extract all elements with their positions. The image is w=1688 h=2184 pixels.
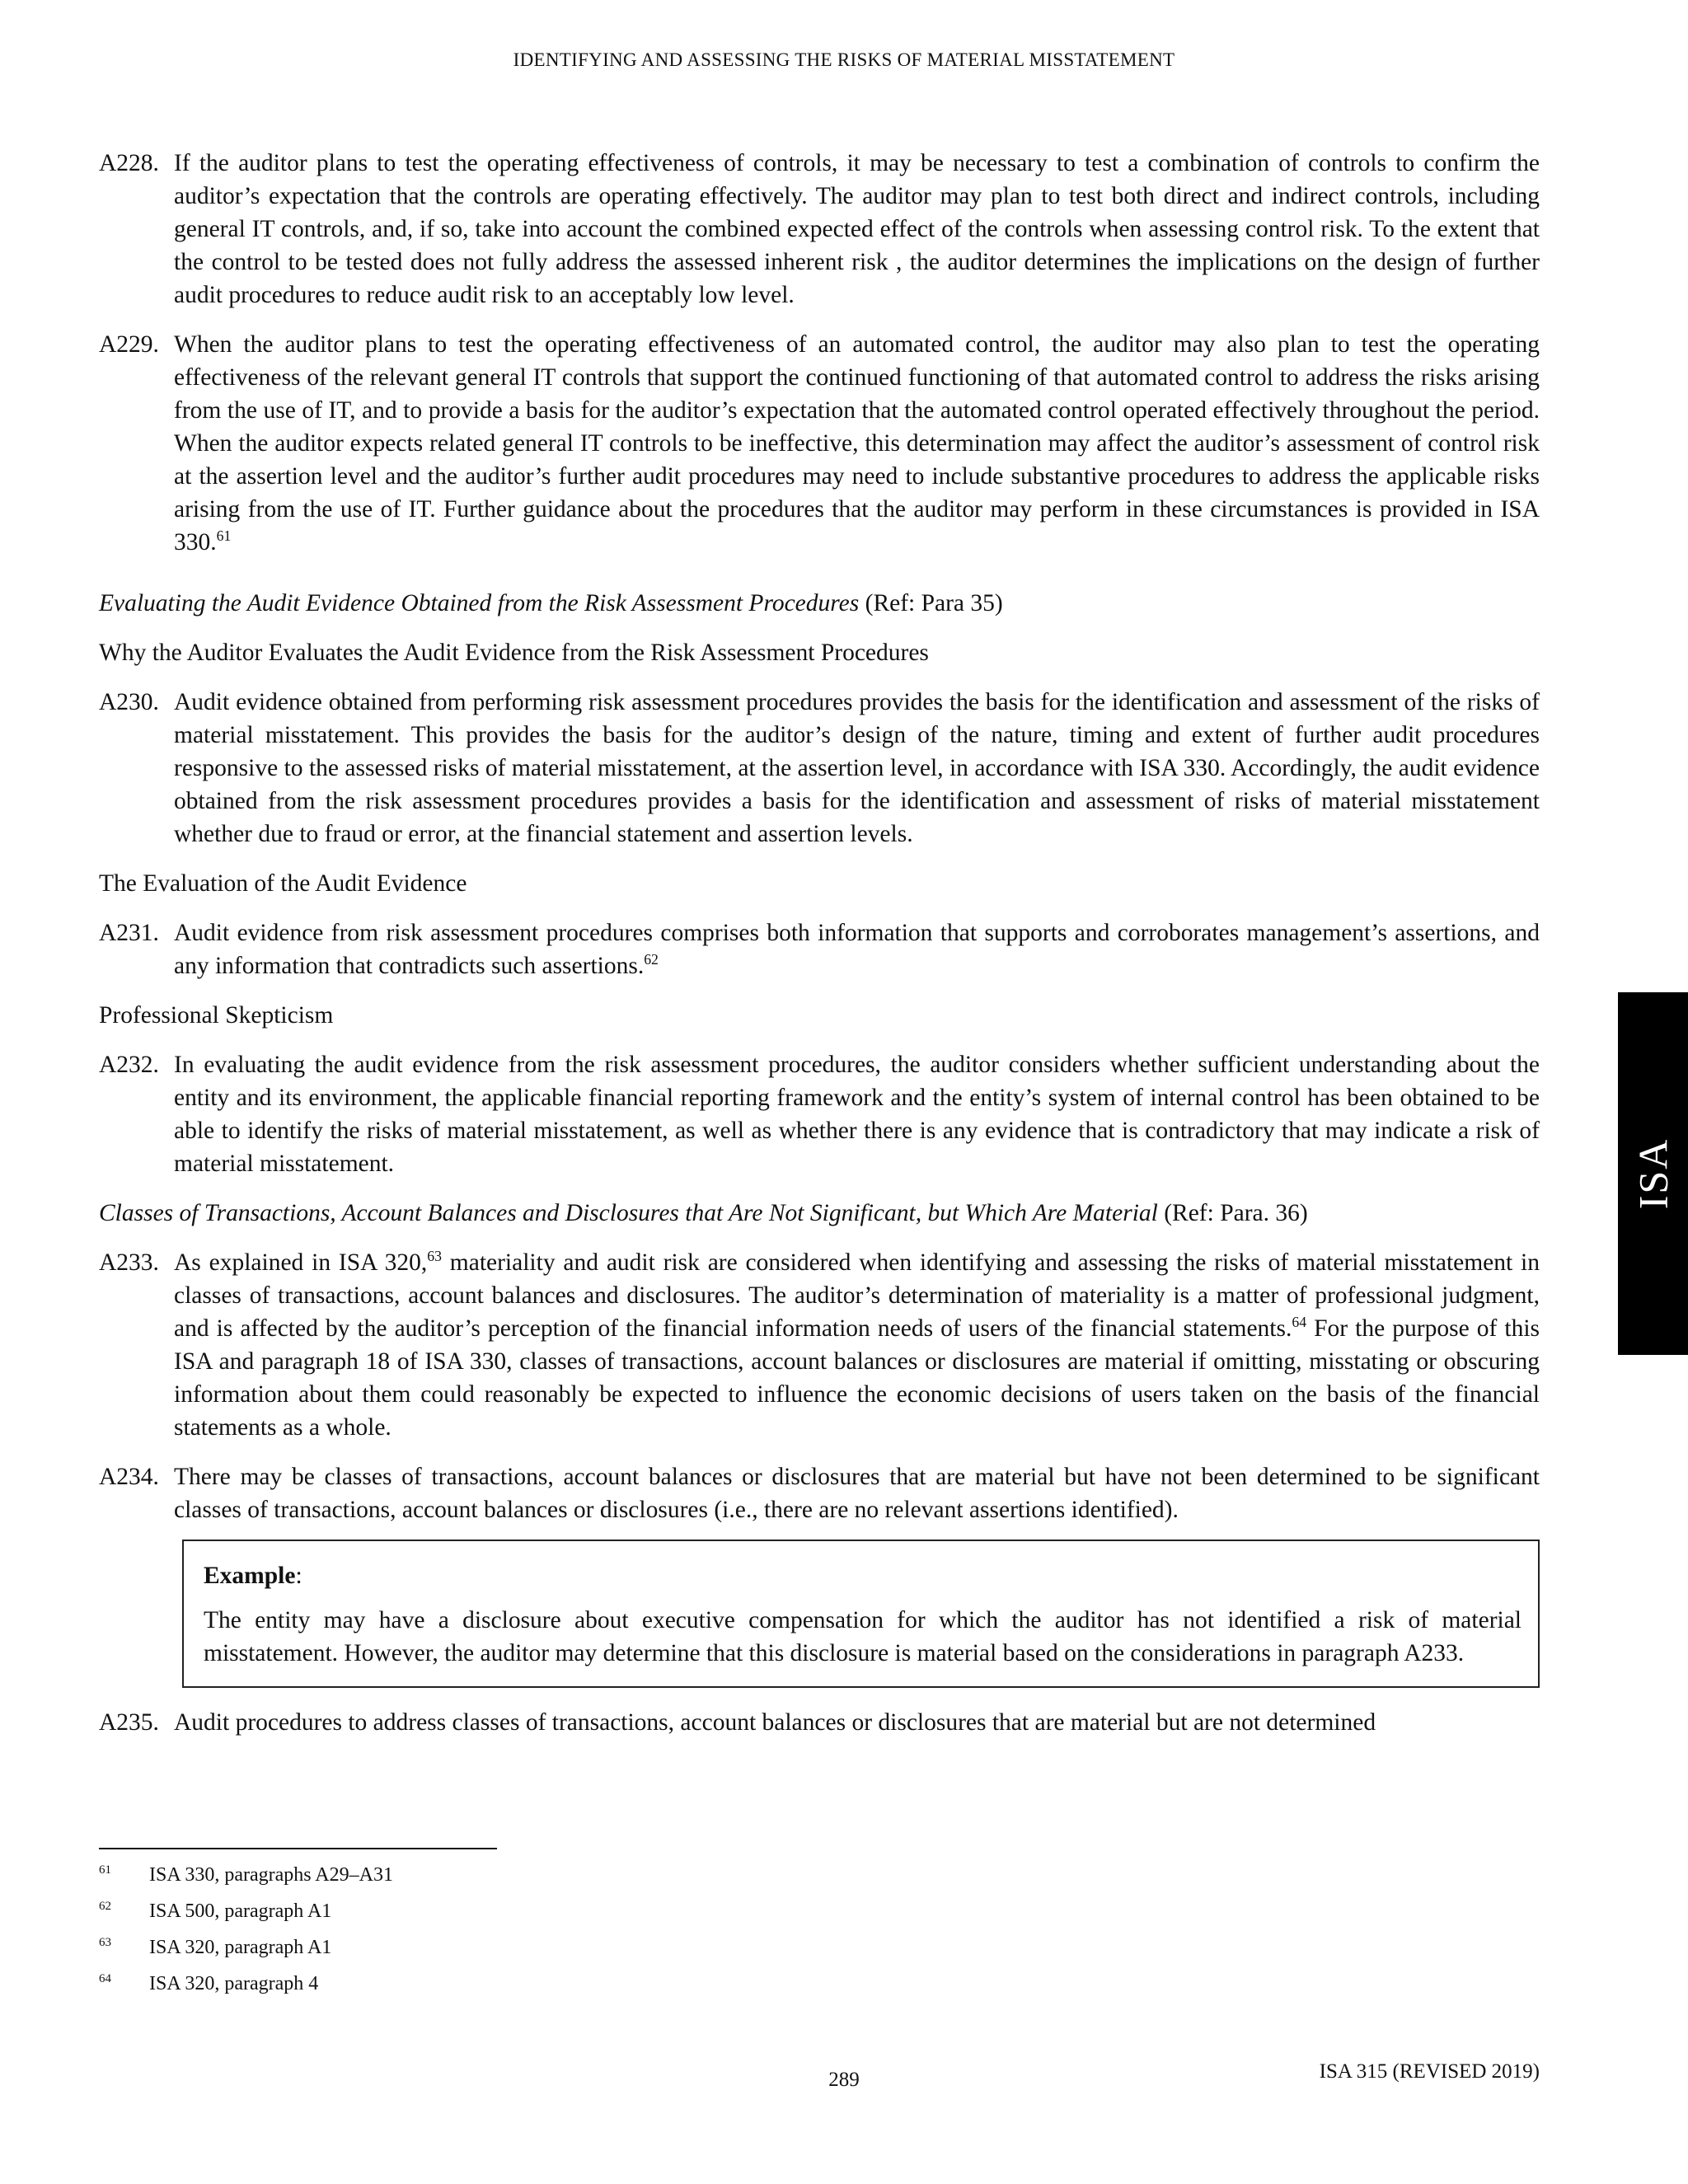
footnotes: [99, 1861, 393, 2006]
side-tab-isa: [1618, 992, 1688, 1355]
footnote-text: ISA 320, paragraph A1: [149, 1937, 332, 1958]
section-heading-evaluating: Evaluating the Audit Evidence Obtained from the Risk Assessment Procedures (Ref: Para 35): [99, 590, 1003, 616]
paragraph-text: Audit evidence from risk assessment procedures comprises both information that supports and corroborates management’s assertions, and any information that contradicts such assertions.$^{62}$: [174, 920, 1540, 979]
paragraph-text: Audit procedures to address classes of transactions, account balances or disclosures that are material but are not determined: [174, 1709, 1376, 1736]
section-heading-classes: Classes of Transactions, Account Balances and Disclosures that Are Not Significant, but Which Are Material (Ref: Para. 36): [99, 1200, 1308, 1226]
paragraph-a234: [99, 1460, 1540, 1526]
footnote-64: [99, 1970, 393, 2006]
paragraph-text: As explained in ISA 320,63 materiality and audit risk are considered when identifying and assessing the risks of material misstatement in classes of transactions, account balances and disclosures. The auditor’s determination of materiality is a matter of professional judgment, and is affected by the auditor’s perception of the financial information needs of users of the financial statements.$^{64}$ For the purpose of this ISA and paragraph 18 of ISA 330, classes of transactions, account balances or disclosures are material if omitting, misstating or obscuring information about them could reasonably be expected to influence the economic decisions of users taken on the basis of the financial statements as a whole.: [174, 1248, 1540, 1441]
footnote-ref-63[interactable]: 63: [427, 1248, 442, 1265]
footnote-ref-62[interactable]: 62: [644, 951, 659, 968]
footnote-separator: [99, 1848, 497, 1849]
footnote-number: 64: [99, 1972, 111, 1985]
footnote-number: 62: [99, 1900, 111, 1913]
paragraph-number: A232.: [99, 1052, 159, 1078]
paragraph-a228: [99, 147, 1540, 312]
standard-identifier: ISA 315 (REVISED 2019): [1319, 2060, 1540, 2083]
subheading-professional-skepticism: Professional Skepticism: [99, 1002, 334, 1029]
footnote-number: 63: [99, 1936, 111, 1949]
subheading-why-evaluate: Why the Auditor Evaluates the Audit Evidence from the Risk Assessment Procedures: [99, 640, 929, 666]
page-body: [99, 147, 1540, 1755]
paragraph-number: A235.: [99, 1709, 159, 1736]
paragraph-text: Audit evidence obtained from performing risk assessment procedures provides the basis for the identification and assessment of the risks of material misstatement. This provides the basis for the auditor’s design of the nature, timing and extent of further audit procedures responsive to the assessed risks of material misstatement, at the assertion level, in accordance with ISA 330. Accordingly, the audit evidence obtained from the risk assessment procedures provides a basis for the identification and assessment of risks of material misstatement whether due to fraud or error, at the financial statement and assertion levels.: [174, 689, 1540, 847]
paragraph-number: A233.: [99, 1249, 159, 1276]
example-title: Example:: [204, 1563, 302, 1589]
paragraph-a233: [99, 1246, 1540, 1444]
paragraph-a232: [99, 1048, 1540, 1180]
paragraph-a231: [99, 916, 1540, 982]
paragraph-text: When the auditor plans to test the operating effectiveness of an automated control, the auditor may also plan to test the operating effectiveness of the relevant general IT controls that support the continued functioning of that automated control to address the risks arising from the use of IT, and to provide a basis for the auditor’s expectation that the automated control operated effectively throughout the period. When the auditor expects related general IT controls to be ineffective, this determination may affect the auditor’s assessment of control risk at the assertion level and the auditor’s further audit procedures may need to include substantive procedures to address the applicable risks arising from the use of IT. Further guidance about the procedures that the auditor may perform in these circumstances is provided in ISA 330.61: [174, 331, 1540, 555]
paragraph-number: A229.: [99, 331, 159, 358]
paragraph-number: A234.: [99, 1464, 159, 1490]
side-tab-label: ISA: [1629, 1137, 1676, 1210]
page-number: 289: [828, 2069, 860, 2091]
paragraph-text: In evaluating the audit evidence from the risk assessment procedures, the auditor considers whether sufficient understanding about the entity and its environment, the applicable financial reporting framework and the entity’s system of internal control has been obtained to be able to identify the risks of material misstatement, as well as whether there is any evidence that is contradictory that may indicate a risk of material misstatement.: [174, 1052, 1540, 1177]
paragraph-a229: [99, 328, 1540, 559]
footnote-61: [99, 1861, 393, 1897]
paragraph-number: A231.: [99, 920, 159, 946]
example-box: [182, 1540, 1540, 1688]
footnote-text: ISA 320, paragraph 4: [149, 1973, 319, 1994]
footnote-ref-61[interactable]: 61: [216, 527, 232, 545]
subheading-evaluation: The Evaluation of the Audit Evidence: [99, 870, 467, 897]
paragraph-number: A230.: [99, 689, 159, 715]
paragraph-text: There may be classes of transactions, account balances or disclosures that are material but have not been determined to be significant classes of transactions, account balances or disclosures (i.e., there are no relevant assertions identified).: [174, 1464, 1540, 1523]
footnote-number: 61: [99, 1863, 111, 1877]
footnote-text: ISA 500, paragraph A1: [149, 1900, 332, 1922]
footnote-62: [99, 1897, 393, 1933]
footnote-63: [99, 1933, 393, 1970]
paragraph-text: If the auditor plans to test the operating effectiveness of controls, it may be necessary to test a combination of controls to confirm the auditor’s expectation that the controls are operating effectively. The auditor may plan to test both direct and indirect controls, including general IT controls, and, if so, take into account the combined expected effect of the controls when assessing control risk. To the extent that the control to be tested does not fully address the assessed inherent risk , the auditor determines the implications on the design of further audit procedures to reduce audit risk to an acceptably low level.: [174, 150, 1540, 308]
footnote-text: ISA 330, paragraphs A29–A31: [149, 1864, 393, 1886]
paragraph-a235: [99, 1706, 1540, 1739]
paragraph-a230: [99, 686, 1540, 851]
example-text: The entity may have a disclosure about executive compensation for which the auditor has not identified a risk of material misstatement. However, the auditor may determine that this disclosure is material based on the considerations in paragraph A233.: [204, 1607, 1522, 1666]
running-head: IDENTIFYING AND ASSESSING THE RISKS OF MATERIAL MISSTATEMENT: [513, 49, 1175, 70]
footnote-ref-64[interactable]: 64: [1292, 1314, 1307, 1331]
paragraph-number: A228.: [99, 150, 159, 176]
